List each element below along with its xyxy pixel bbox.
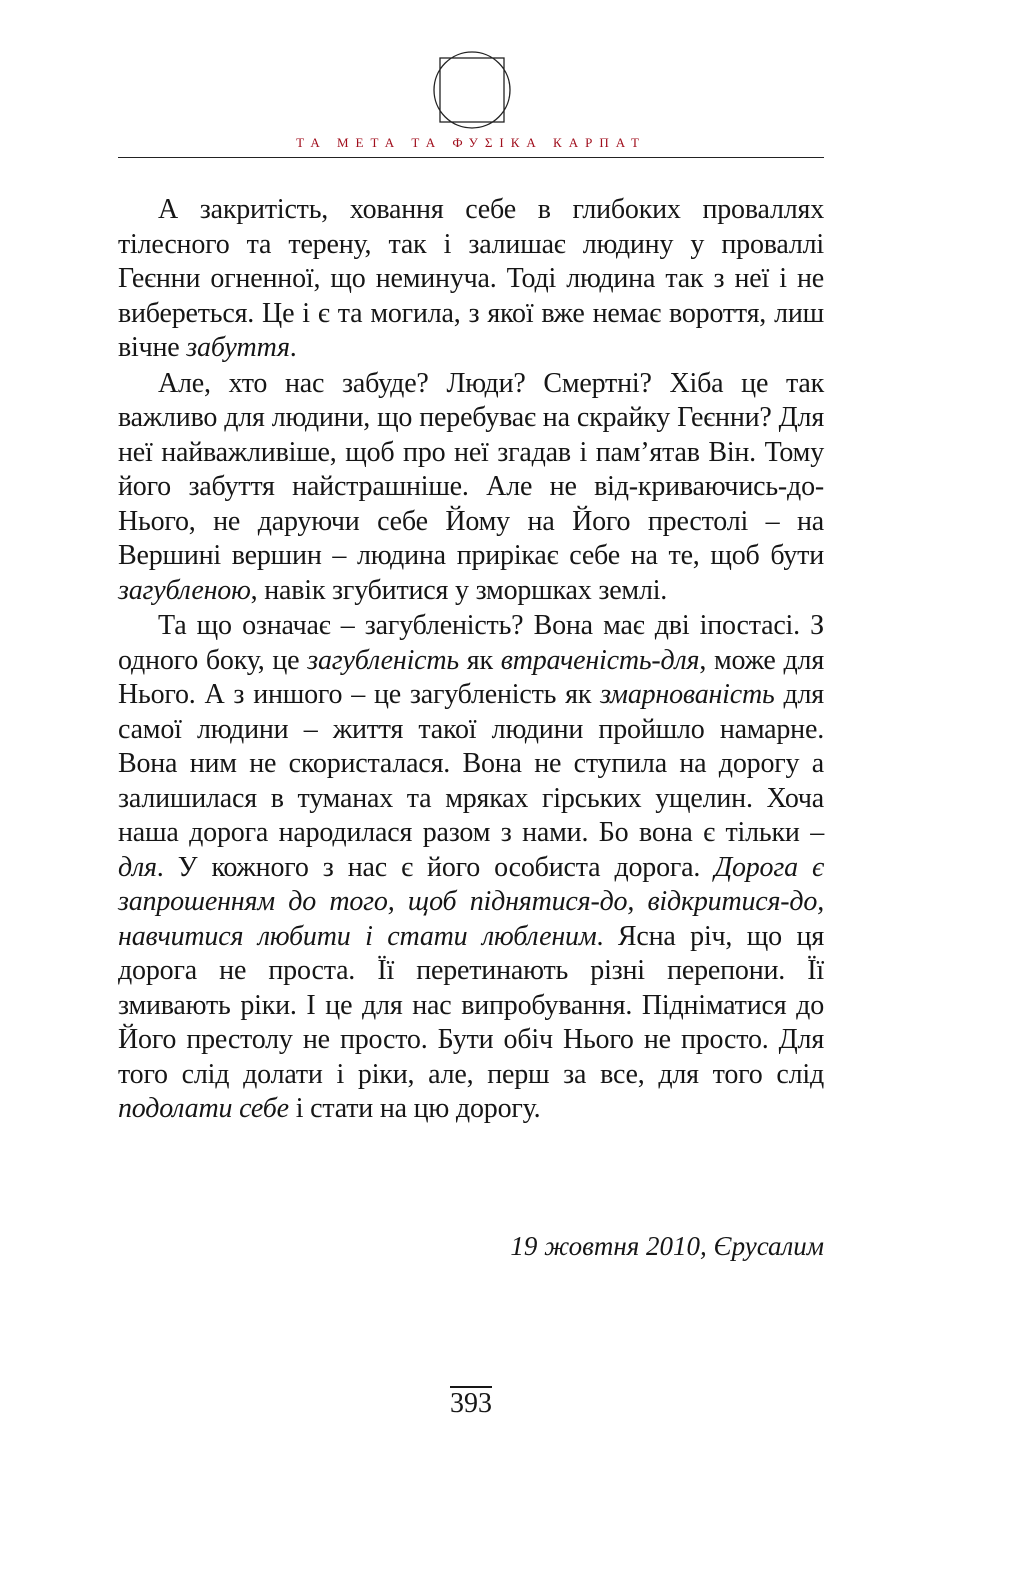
running-head: ТА МЕТА ТА ФУΣІКА КАРПАТ xyxy=(296,135,646,150)
italic-emphasis: загубленість xyxy=(307,644,459,676)
italic-emphasis: забуття xyxy=(186,332,290,363)
paragraph: Але, хто нас забуде? Люди? Смертні? Хіба це так важливо для людини, що перебуває на скрайку Геєнни? Для неї найважливіше, щоб про неї згадав і пам’ятав Він. Тому його забуття найстрашніше. Але не від-криваючись-до-Нього, не даруючи себе Йому на Його престолі – на Вершині вершин – людина прирікає себе на те, щоб бути загубленою, навік згубитися у зморшках землі. xyxy=(118,367,824,606)
italic-emphasis: Дорога є запрошенням до того, щоб піднятися-до, відкритися-до, навчитися любити і стати любленим xyxy=(118,851,824,952)
date-place-signature: 19 жовтня 2010, Єрусалим xyxy=(510,1231,824,1261)
italic-emphasis: змарнованість xyxy=(600,679,775,710)
italic-emphasis: для xyxy=(118,851,157,883)
paragraph: Та що означає – загубленість? Вона має дві іпостасі. З одного боку, це загубленість як втраченість-для, може для Нього. А з иншого – це загубленість як змарнованість для самої людини – життя такої людини пройшло намарне. Вона ним не скористалася. Вона не ступила на дорогу а залишилася в туманах та мряках гірських ущелин. Хоча наша дорога народилася разом з нами. Бо вона є тільки – для. У кожного з нас є його особиста дорога. Дорога є запрошенням до того, щоб піднятися-до, відкритися-до, навчитися любити і стати любленим. Ясна річ, що ця дорога не проста. Її перетинають різні перепони. Її змивають ріки. І це для нас випробування. Підніматися до Його престолу не просто. Бути обіч Нього не просто. Для того слід долати і ріки, але, перш за все, для того слід подолати себе і стати на цю дорогу. xyxy=(118,610,825,1124)
italic-emphasis: загубленою xyxy=(118,574,251,606)
page-number: 393 xyxy=(450,1388,492,1419)
italic-emphasis: подолати себе xyxy=(118,1093,289,1124)
header-rule xyxy=(118,157,824,158)
circle-square-emblem-icon xyxy=(432,50,512,130)
italic-emphasis: втраченість-для xyxy=(500,644,700,676)
body-text xyxy=(118,193,824,1127)
paragraph: А закритість, ховання себе в глибоких проваллях тілесного та терену, так і залишає людину у проваллі Геєнни огненної, що неминуча. Тоді людина так з неї і не вибереться. Це і є та могила, з якої вже немає вороття, лиш вічне забуття. xyxy=(118,194,824,363)
